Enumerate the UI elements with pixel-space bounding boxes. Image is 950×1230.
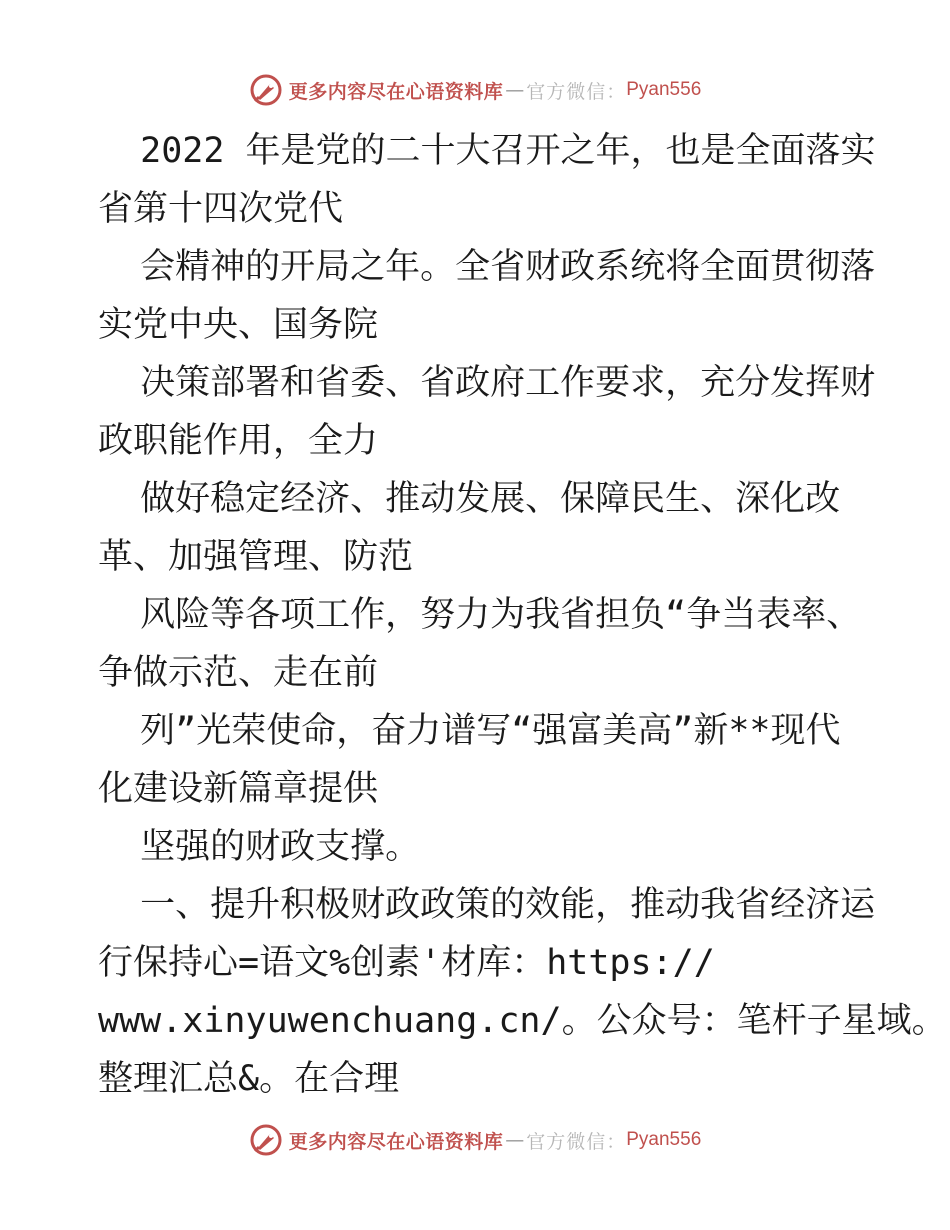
text-line: 争做示范、走在前 (98, 653, 379, 693)
banner-inner (249, 1123, 702, 1157)
footer-banner (0, 1120, 950, 1160)
banner-wechat-id: Pyan556 (626, 79, 702, 100)
banner-wechat-id: Pyan556 (626, 1129, 702, 1150)
banner-dash: — (505, 79, 525, 101)
pen-nib-logo-icon (249, 1123, 283, 1157)
text-line: 实党中央、国务院 (98, 305, 379, 345)
text-line: 整理汇总&。在合理 (98, 1059, 400, 1099)
banner-inner (249, 73, 702, 107)
banner-wechat-label: 官方微信： (526, 80, 627, 103)
text-line: 列”光荣使命，奋力谱写“强富美高”新**现代 (98, 711, 841, 751)
banner-slogan: 更多内容尽在心语资料库 (288, 1130, 504, 1153)
text-line: 决策部署和省委、省政府工作要求，充分发挥财 (98, 363, 876, 403)
text-line: 风险等各项工作，努力为我省担负“争当表率、 (98, 595, 862, 635)
banner-wechat-label: 官方微信： (526, 1130, 627, 1153)
header-banner (0, 70, 950, 110)
text-line: 会精神的开局之年。全省财政系统将全面贯彻落 (98, 247, 876, 287)
text-line: 政职能作用，全力 (98, 421, 379, 461)
pen-nib-logo-icon (249, 73, 283, 107)
text-line: 一、提升积极财政政策的效能，推动我省经济运 (98, 885, 876, 925)
text-line: 省第十四次党代 (98, 189, 344, 229)
text-line: 做好稳定经济、推动发展、保障民生、深化改 (98, 479, 841, 519)
text-line: www.xinyuwenchuang.cn/。公众号：笔杆子星域。 (98, 1001, 947, 1041)
text-line: 革、加强管理、防范 (98, 537, 414, 577)
text-line: 行保持心=语文%创素'材库：https:// (98, 943, 715, 983)
text-line: 化建设新篇章提供 (98, 769, 379, 809)
document-body (98, 122, 947, 1108)
text-line: 坚强的财政支撑。 (98, 827, 421, 867)
text-line: 2022 年是党的二十大召开之年，也是全面落实 (98, 131, 876, 171)
banner-dash: — (505, 1129, 525, 1151)
banner-slogan: 更多内容尽在心语资料库 (288, 80, 504, 103)
